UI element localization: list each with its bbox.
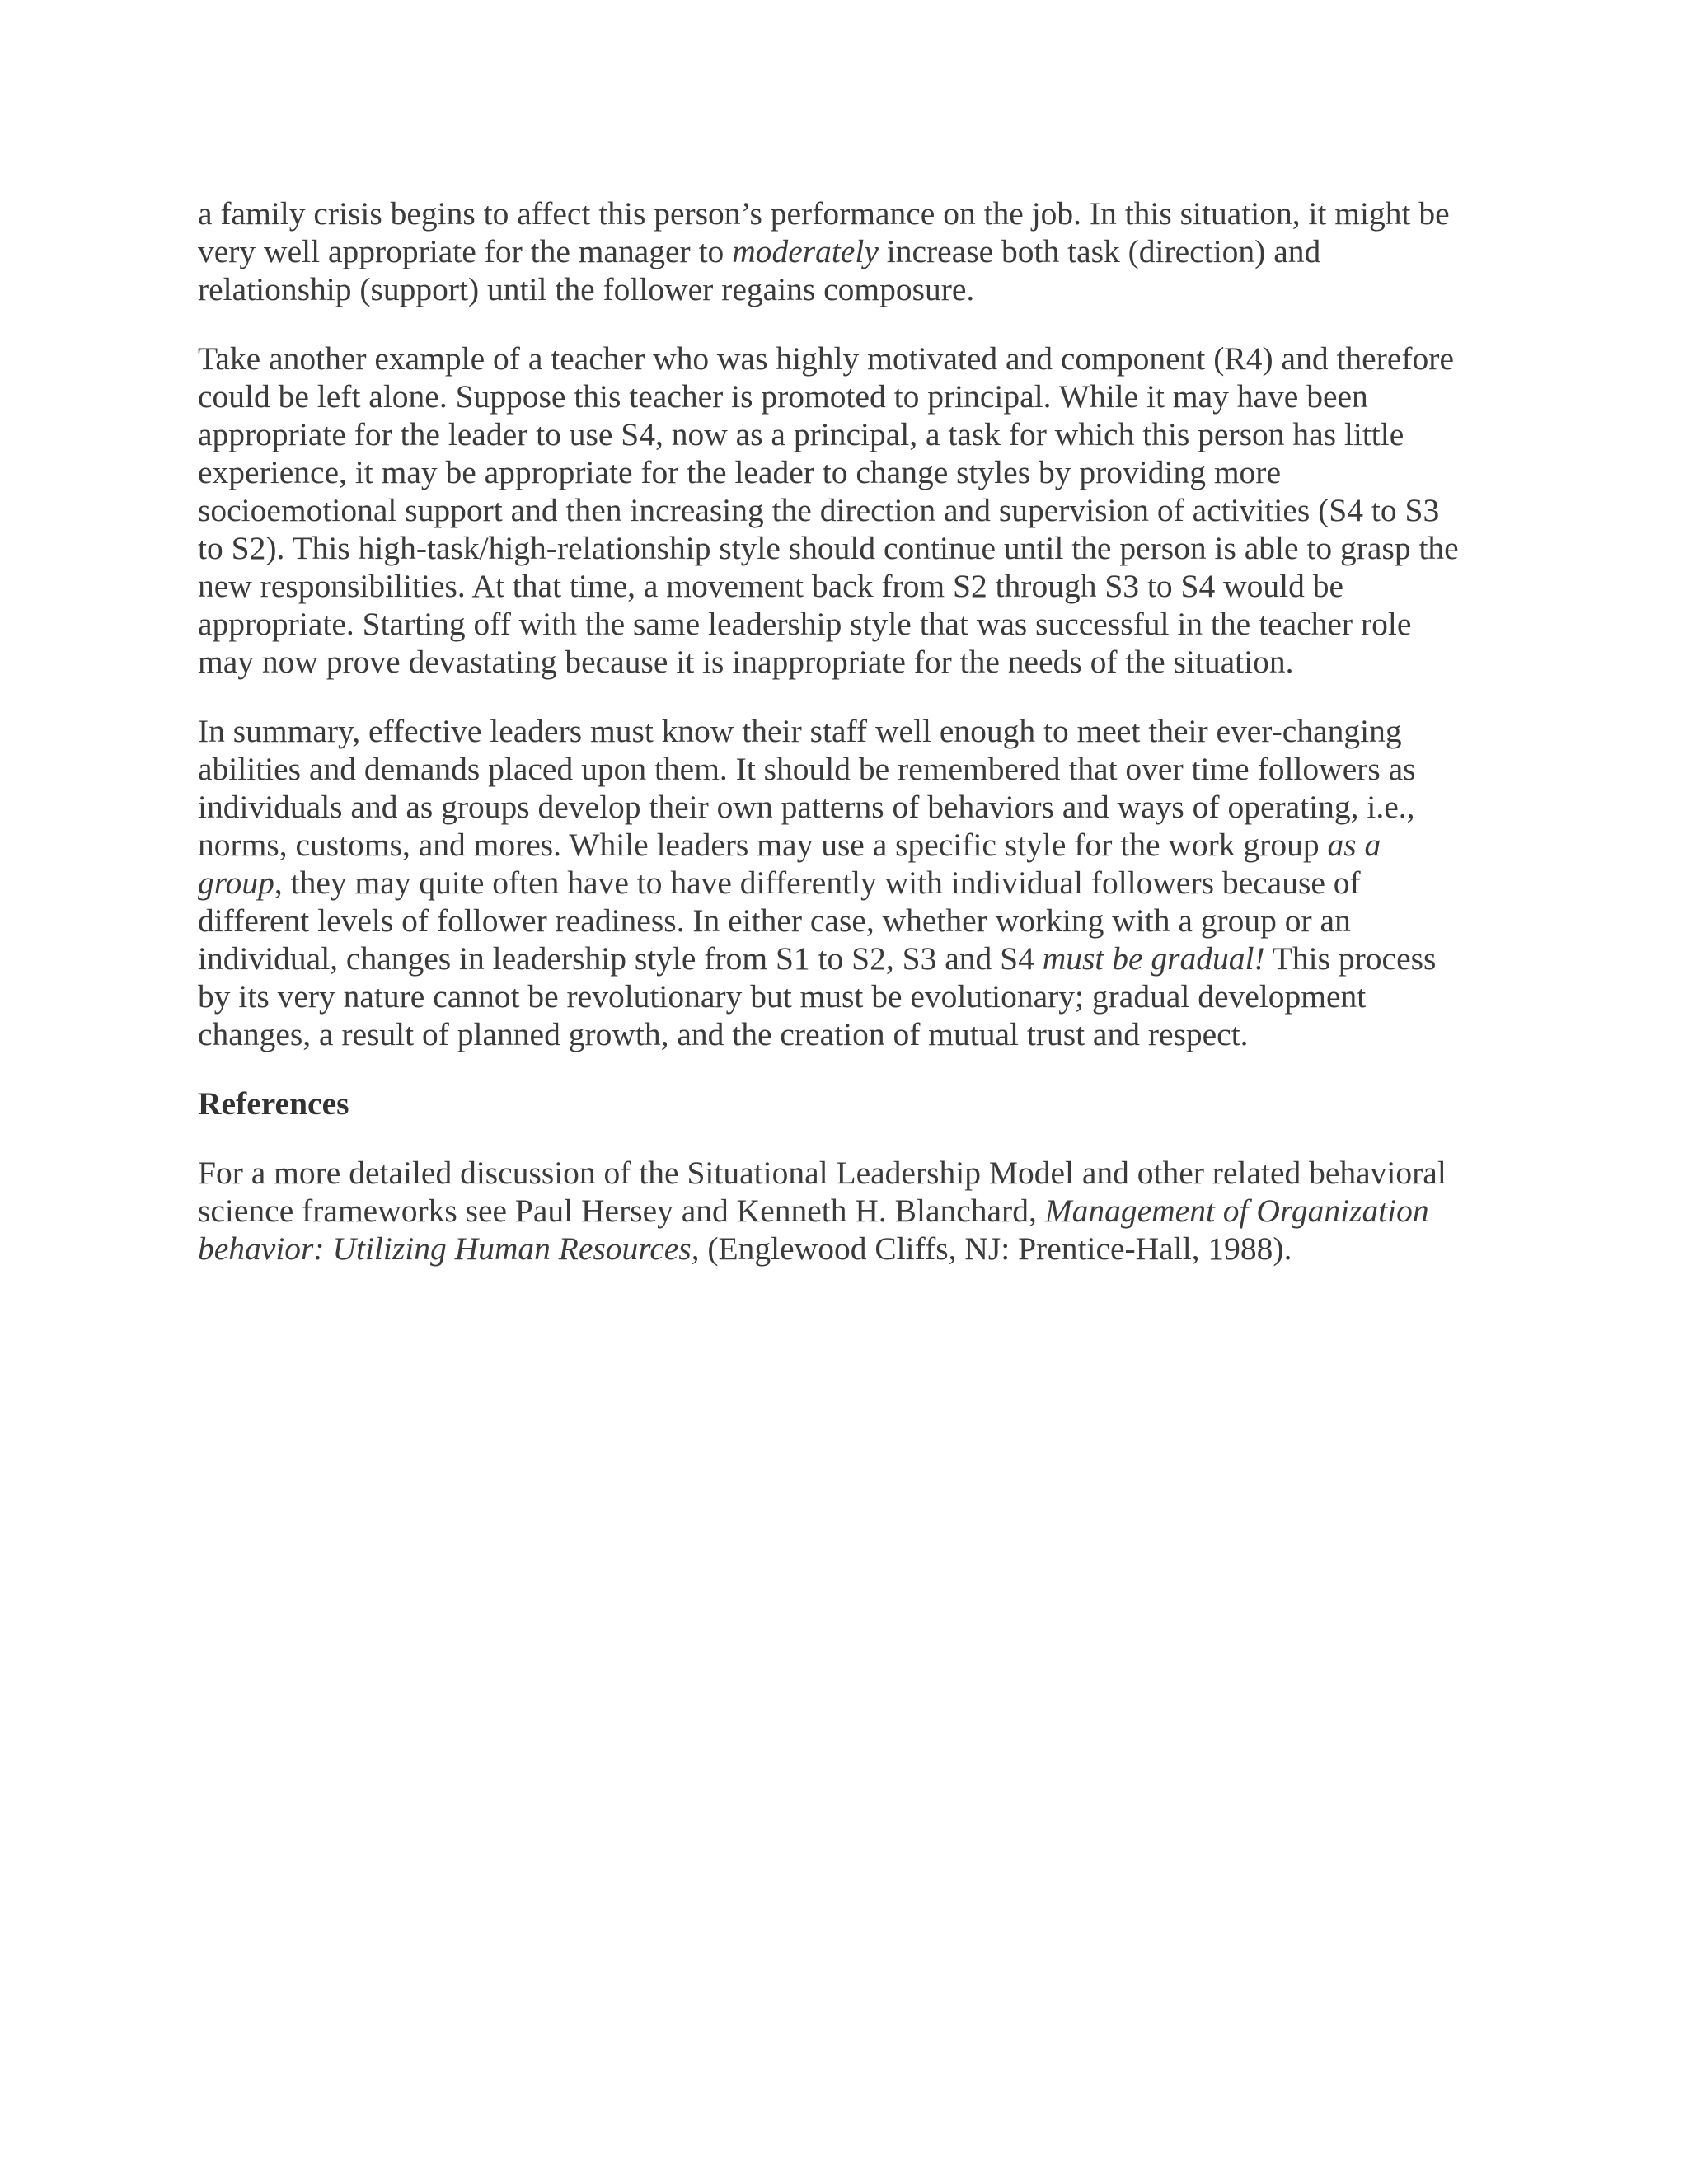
text-line: appropriate. Starting off with the same leadership style that was successful in the teacher role <box>198 606 1412 642</box>
references-heading: References <box>198 1085 349 1122</box>
paragraph-summary <box>198 712 1500 1053</box>
text-line: experience, it may be appropriate for the leader to change styles by providing more <box>198 454 1281 490</box>
document-page <box>198 194 1500 1299</box>
text-line: could be left alone. Suppose this teacher is promoted to principal. While it may have been <box>198 378 1368 415</box>
italic-book-title: Management of Organization <box>1044 1193 1429 1229</box>
text-line: For a more detailed discussion of the Situational Leadership Model and other related behavioral <box>198 1155 1447 1191</box>
text-line: group, they may quite often have to have differently with individual followers because of <box>198 865 1361 901</box>
text-line: appropriate for the leader to use S4, now as a principal, a task for which this person has little <box>198 416 1404 452</box>
text-line: science frameworks see Paul Hersey and Kenneth H. Blanchard, Management of Organization <box>198 1193 1429 1229</box>
text-line: norms, customs, and mores. While leaders may use a specific style for the work group as a <box>198 827 1381 863</box>
text-line: may now prove devastating because it is inappropriate for the needs of the situation. <box>198 644 1294 680</box>
text-line: a family crisis begins to affect this person’s performance on the job. In this situation, it might be <box>198 195 1450 232</box>
text-line: new responsibilities. At that time, a movement back from S2 through S3 to S4 would be <box>198 568 1344 604</box>
paragraph-teacher-example <box>198 340 1500 681</box>
text-line: In summary, effective leaders must know their staff well enough to meet their ever-changing <box>198 713 1402 749</box>
italic-emphasis: moderately <box>732 233 879 269</box>
text-line: changes, a result of planned growth, and the creation of mutual trust and respect. <box>198 1016 1249 1052</box>
text-line: to S2). This high-task/high-relationship style should continue until the person is able to grasp the <box>198 530 1459 566</box>
text-line: Take another example of a teacher who was highly motivated and component (R4) and therefore <box>198 340 1454 377</box>
paragraph-references <box>198 1154 1500 1268</box>
text-line: abilities and demands placed upon them. It should be remembered that over time followers as <box>198 751 1416 787</box>
text-line: socioemotional support and then increasing the direction and supervision of activities (S4 to S3 <box>198 492 1440 528</box>
italic-emphasis: must be gradual! <box>1042 940 1265 977</box>
italic-emphasis: group <box>198 865 274 901</box>
text-line: very well appropriate for the manager to moderately increase both task (direction) and <box>198 233 1321 269</box>
italic-book-title: behavior: Utilizing Human Resources, <box>198 1230 700 1267</box>
text-line: by its very nature cannot be revolutionary but must be evolutionary; gradual development <box>198 978 1367 1015</box>
text-line: relationship (support) until the follower regains composure. <box>198 271 975 307</box>
text-line: individuals and as groups develop their own patterns of behaviors and ways of operating, i.e., <box>198 789 1415 825</box>
paragraph-family-crisis <box>198 194 1500 308</box>
text-line: different levels of follower readiness. In either case, whether working with a group or an <box>198 902 1351 939</box>
text-line: individual, changes in leadership style from S1 to S2, S3 and S4 must be gradual! This process <box>198 940 1437 977</box>
text-line: behavior: Utilizing Human Resources, (Englewood Cliffs, NJ: Prentice-Hall, 1988). <box>198 1230 1292 1267</box>
italic-emphasis: as a <box>1327 827 1381 863</box>
